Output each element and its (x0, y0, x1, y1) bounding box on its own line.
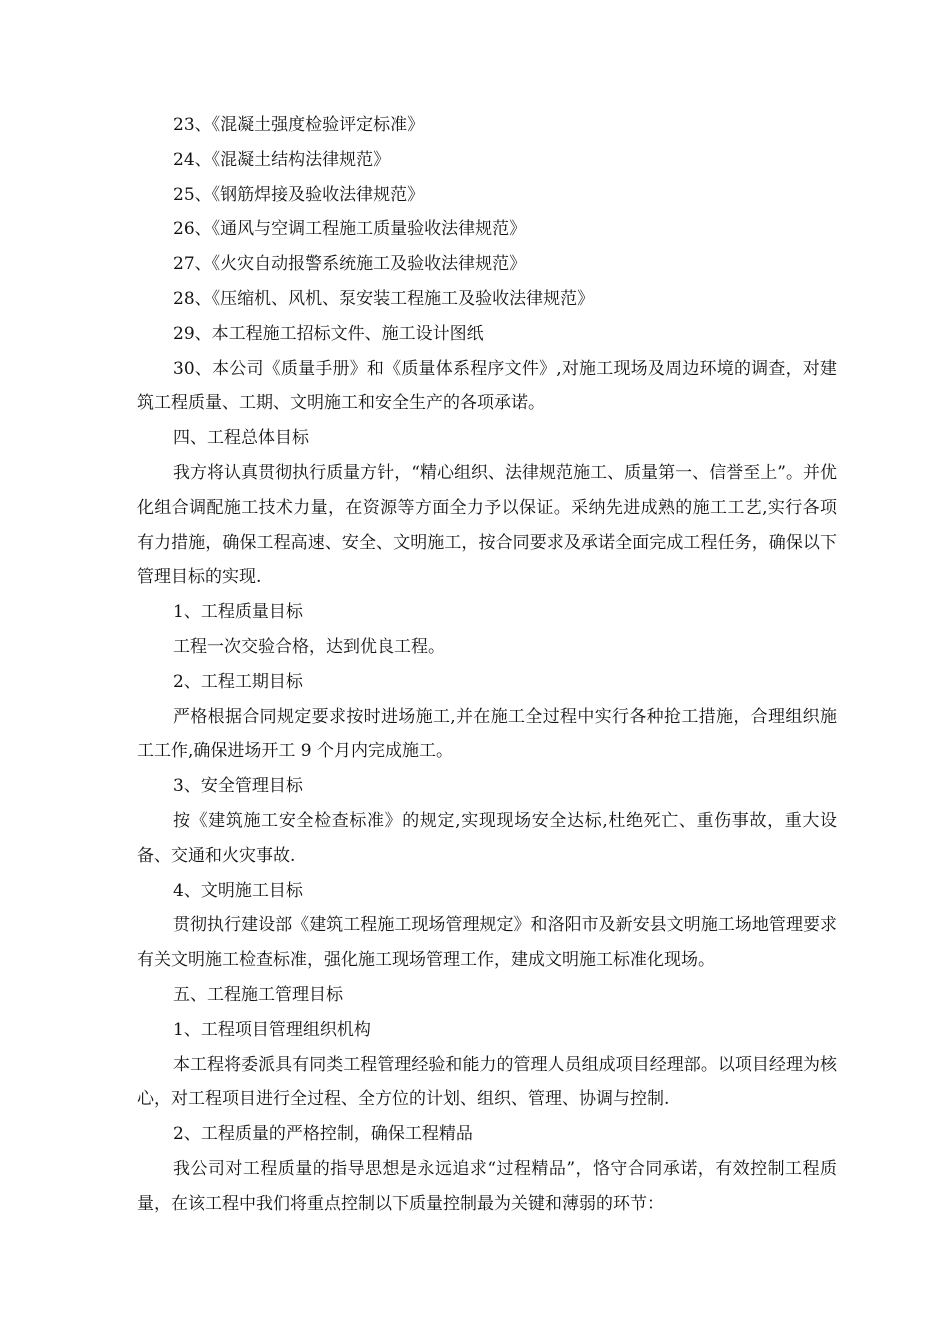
text-line: 27、《火灾自动报警系统施工及验收法律规范》 (173, 254, 527, 275)
body-paragraph: 我公司对工程质量的指导思想是永远追求“过程精品”，恪守合同承诺，有效控制工程质量，在该工程中我们将重点控制以下质量控制最为关键和薄弱的环节： (137, 1158, 837, 1214)
text-line: 29、本工程施工招标文件、施工设计图纸 (173, 323, 484, 344)
body-paragraph: 我方将认真贯彻执行质量方针，“精心组织、法律规范施工、质量第一、信誉至上”。并优化组合调配施工技术力量，在资源等方面全力予以保证。采纳先进成熟的施工工艺,实行各项有力措施，确保工程高速、安全、文明施工，按合同要求及承诺全面完成工程任务，确保以下管理目标的实现. (137, 462, 837, 588)
text-line: 工程一次交验合格，达到优良工程。 (173, 636, 445, 657)
text-line: 3、安全管理目标 (173, 776, 303, 797)
text-line: 四、工程总体目标 (173, 428, 309, 449)
text-line: 1、工程项目管理组织机构 (173, 1019, 371, 1040)
text-line: 1、工程质量目标 (173, 602, 303, 623)
body-paragraph: 本工程将委派具有同类工程管理经验和能力的管理人员组成项目经理部。以项目经理为核心，对工程项目进行全过程、全方位的计划、组织、管理、协调与控制. (137, 1054, 837, 1110)
text-line: 24、《混凝土结构法律规范》 (173, 149, 391, 170)
document-body (137, 108, 837, 1222)
body-paragraph: 贯彻执行建设部《建筑工程施工现场管理规定》和洛阳市及新安县文明施工场地管理要求有关文明施工检查标准，强化施工现场管理工作，建成文明施工标准化现场。 (137, 915, 837, 971)
text-line: 28、《压缩机、风机、泵安装工程施工及验收法律规范》 (173, 288, 595, 309)
text-line: 2、工程工期目标 (173, 671, 303, 692)
text-line: 23、《混凝土强度检验评定标准》 (173, 115, 425, 135)
body-paragraph: 30、本公司《质量手册》和《质量体系程序文件》,对施工现场及周边环境的调查，对建筑工程质量、工期、文明施工和安全生产的各项承诺。 (137, 358, 837, 414)
text-line: 2、工程质量的严格控制，确保工程精品 (173, 1124, 473, 1145)
text-line: 4、文明施工目标 (173, 880, 303, 901)
body-paragraph: 严格根据合同规定要求按时进场施工,并在施工全过程中实行各种抢工措施，合理组织施工工作,确保进场开工 9 个月内完成施工。 (137, 706, 837, 762)
text-line: 26、《通风与空调工程施工质量验收法律规范》 (173, 219, 527, 240)
text-line: 25、《钢筋焊接及验收法律规范》 (173, 184, 425, 205)
text-line: 五、工程施工管理目标 (173, 984, 343, 1005)
body-paragraph: 按《建筑施工安全检查标准》的规定,实现现场安全达标,杜绝死亡、重伤事故，重大设备、交通和火灾事故. (137, 810, 837, 866)
